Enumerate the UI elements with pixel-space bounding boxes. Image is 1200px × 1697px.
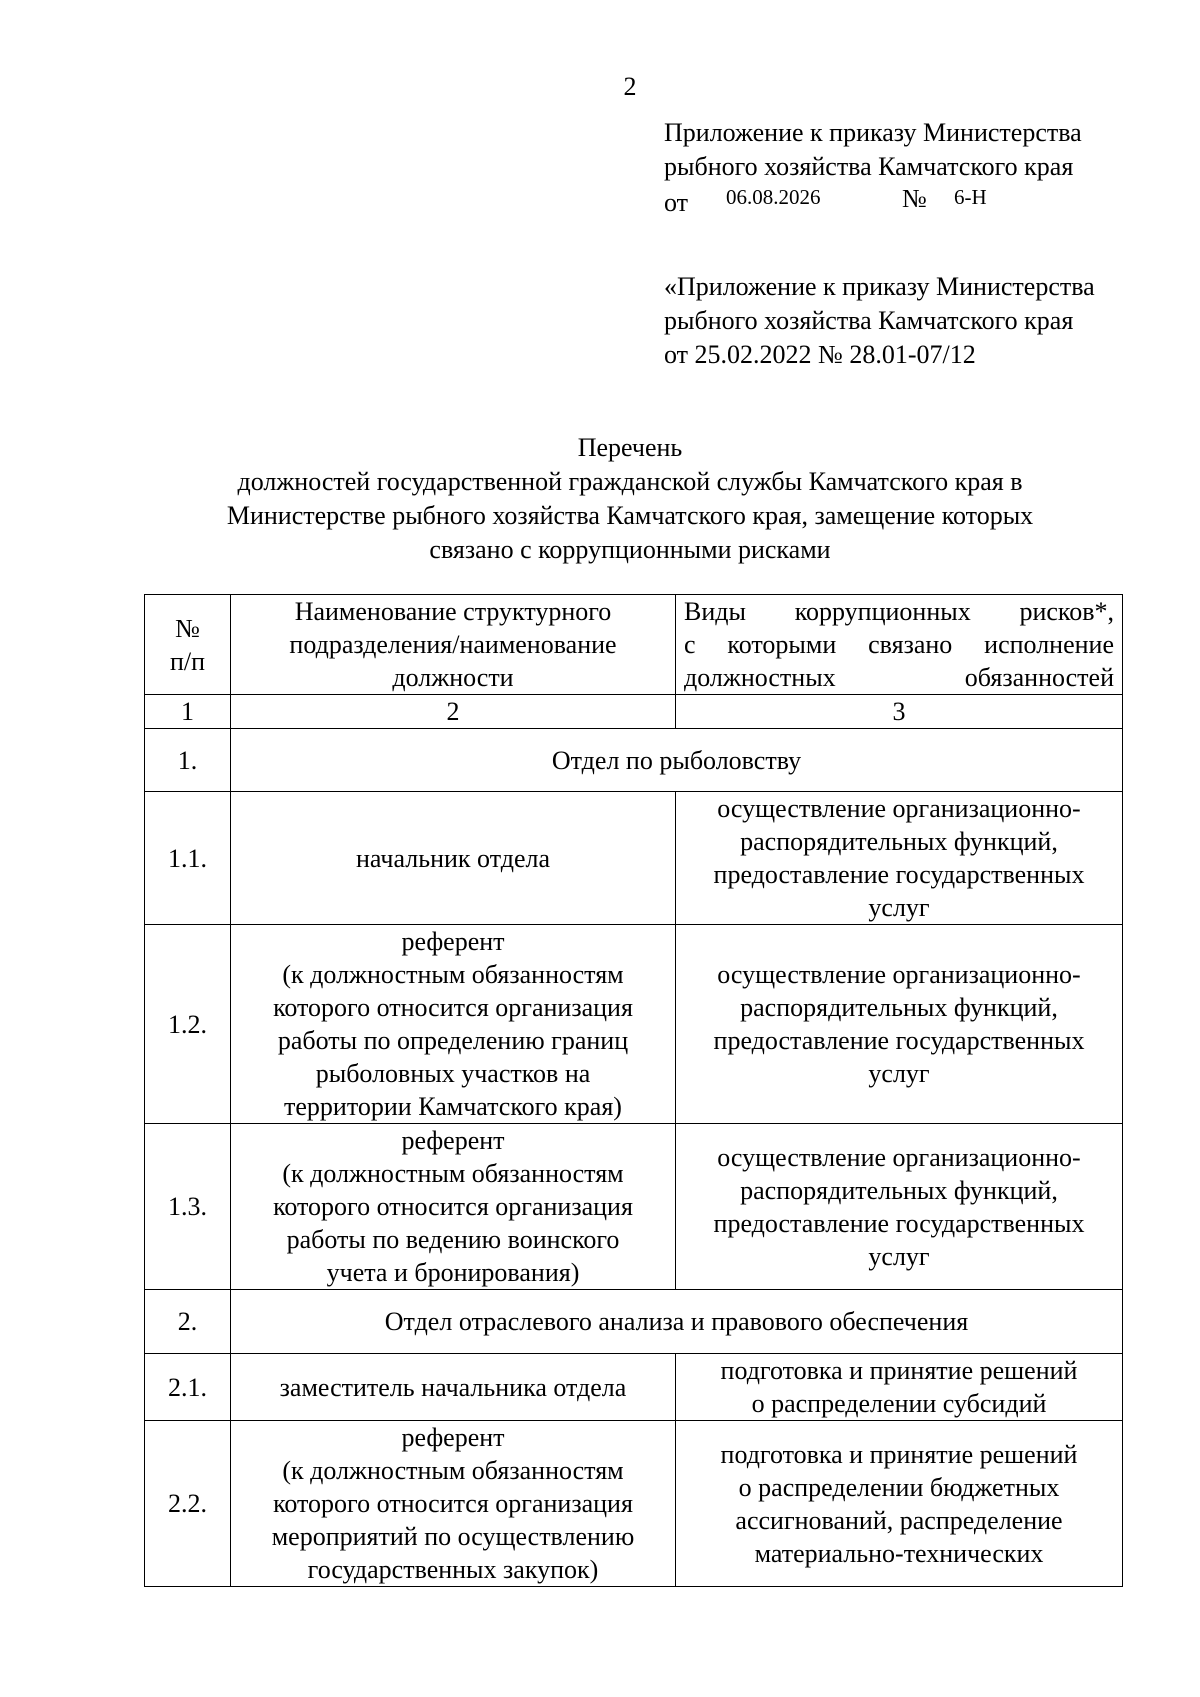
corruption-risk	[676, 792, 1123, 925]
header-name-line: должности	[392, 663, 514, 692]
position-row	[145, 1124, 1123, 1290]
corruption-risk-line: осуществление организационно-	[717, 960, 1081, 989]
corruption-risk	[676, 925, 1123, 1124]
section-title: Отдел по рыболовству	[231, 729, 1123, 792]
position-name-line: которого относится организация	[273, 1192, 633, 1221]
title-line-3: Министерстве рыбного хозяйства Камчатского края, замещение которых	[226, 501, 1034, 530]
position-name-line: которого относится организация	[273, 993, 633, 1022]
positions-table	[144, 594, 1123, 1587]
appendix-line-1: Приложение к приказу Министерства	[664, 118, 1082, 147]
header-risk	[676, 595, 1123, 695]
header-name-line: подразделения/наименование	[289, 630, 617, 659]
position-row	[145, 792, 1123, 925]
page-number: 2	[623, 72, 637, 101]
corruption-risk-line: распорядительных функций,	[740, 1175, 1058, 1205]
position-name-line: начальник отдела	[355, 843, 550, 873]
column-number-row	[145, 695, 1123, 729]
header-num-line: п/п	[169, 646, 206, 676]
position-name-line: (к должностным обязанностям	[282, 1456, 624, 1485]
row-number: 1.1.	[145, 792, 231, 925]
position-name-line: мероприятий по осуществлению	[271, 1522, 635, 1551]
position-name-line: рыболовных участков на	[315, 1059, 591, 1088]
corruption-risk-line: о распределении субсидий	[751, 1389, 1047, 1418]
appendix-line-2: рыбного хозяйства Камчатского края	[664, 152, 1074, 181]
corruption-risk-line: услуг	[868, 1241, 930, 1271]
corruption-risk-line: услуг	[868, 893, 930, 922]
corruption-risk-line: предоставление государственных	[713, 1026, 1085, 1055]
position-name-line: учета и бронирования)	[326, 1258, 580, 1287]
appendix-header-current	[664, 116, 1082, 218]
position-name-line: государственных закупок)	[307, 1555, 599, 1584]
position-name-line: заместитель начальника отдела	[279, 1372, 627, 1402]
position-row	[145, 1354, 1123, 1421]
previous-appendix-line-1: «Приложение к приказу Министерства	[664, 272, 1095, 301]
row-number: 1.3.	[145, 1124, 231, 1290]
row-number: 2.2.	[145, 1421, 231, 1587]
corruption-risk-line: осуществление организационно-	[717, 794, 1081, 823]
order-line	[664, 184, 1082, 218]
position-name-line: референт	[401, 1126, 505, 1155]
position-name-line: референт	[401, 1423, 505, 1452]
corruption-risk-line: материально-технических	[754, 1538, 1044, 1568]
corruption-risk-line: распорядительных функций,	[740, 993, 1058, 1022]
row-number: 1.	[145, 729, 231, 792]
position-name	[231, 1354, 676, 1421]
previous-appendix-line-2: рыбного хозяйства Камчатского края	[664, 306, 1074, 335]
previous-appendix-line-3: от 25.02.2022 № 28.01-07/12	[664, 340, 976, 369]
corruption-risk	[676, 1421, 1123, 1587]
column-number: 3	[676, 695, 1123, 729]
corruption-risk-line: подготовка и принятие решений	[720, 1356, 1078, 1385]
corruption-risk-line: ассигнований, распределение	[735, 1505, 1063, 1535]
header-name-line: Наименование структурного	[294, 597, 612, 626]
section-row	[145, 729, 1123, 792]
header-num-line: №	[175, 613, 200, 643]
document-title	[130, 431, 1130, 567]
table-header-row	[145, 595, 1123, 695]
title-line-4: связано с коррупционными рисками	[429, 535, 831, 564]
row-number: 1.2.	[145, 925, 231, 1124]
order-date-label: от	[664, 188, 689, 217]
position-name	[231, 1421, 676, 1587]
position-name-line: (к должностным обязанностям	[282, 960, 624, 989]
position-name-line: референт	[401, 927, 505, 956]
corruption-risk-line: предоставление государственных	[713, 1208, 1085, 1238]
position-name	[231, 792, 676, 925]
appendix-header-previous	[664, 270, 1095, 372]
corruption-risk-line: услуг	[868, 1059, 930, 1088]
position-name-line: (к должностным обязанностям	[282, 1159, 624, 1188]
row-number: 2.1.	[145, 1354, 231, 1421]
row-number: 2.	[145, 1290, 231, 1354]
position-name-line: работы по определению границ	[277, 1026, 629, 1055]
header-num	[145, 595, 231, 695]
column-number: 1	[145, 695, 231, 729]
header-risk-line: с которыми связано исполнение	[684, 630, 1114, 659]
section-title: Отдел отраслевого анализа и правового обеспечения	[231, 1290, 1123, 1354]
header-risk-line: Виды коррупционных рисков*,	[684, 597, 1114, 626]
corruption-risk-line: о распределении бюджетных	[738, 1472, 1060, 1502]
corruption-risk	[676, 1124, 1123, 1290]
position-name-line: территории Камчатского края)	[284, 1092, 622, 1121]
title-line-1: Перечень	[577, 433, 683, 462]
position-row	[145, 925, 1123, 1124]
corruption-risk-line: предоставление государственных	[713, 860, 1085, 889]
position-name-line: которого относится организация	[273, 1489, 633, 1518]
column-number: 2	[231, 695, 676, 729]
position-name	[231, 1124, 676, 1290]
section-row	[145, 1290, 1123, 1354]
order-number: 6-Н	[954, 185, 987, 209]
header-name	[231, 595, 676, 695]
corruption-risk-line: осуществление организационно-	[717, 1142, 1081, 1172]
position-row	[145, 1421, 1123, 1587]
table-body	[145, 595, 1123, 1587]
position-name-line: работы по ведению воинского	[286, 1225, 620, 1254]
position-name	[231, 925, 676, 1124]
order-number-label: №	[902, 184, 927, 213]
header-risk-line: должностных обязанностей	[684, 663, 1114, 692]
corruption-risk	[676, 1354, 1123, 1421]
corruption-risk-line: подготовка и принятие решений	[720, 1439, 1078, 1469]
order-date: 06.08.2026	[726, 185, 821, 209]
corruption-risk-line: распорядительных функций,	[740, 827, 1058, 856]
title-line-2: должностей государственной гражданской службы Камчатского края в	[237, 467, 1023, 496]
